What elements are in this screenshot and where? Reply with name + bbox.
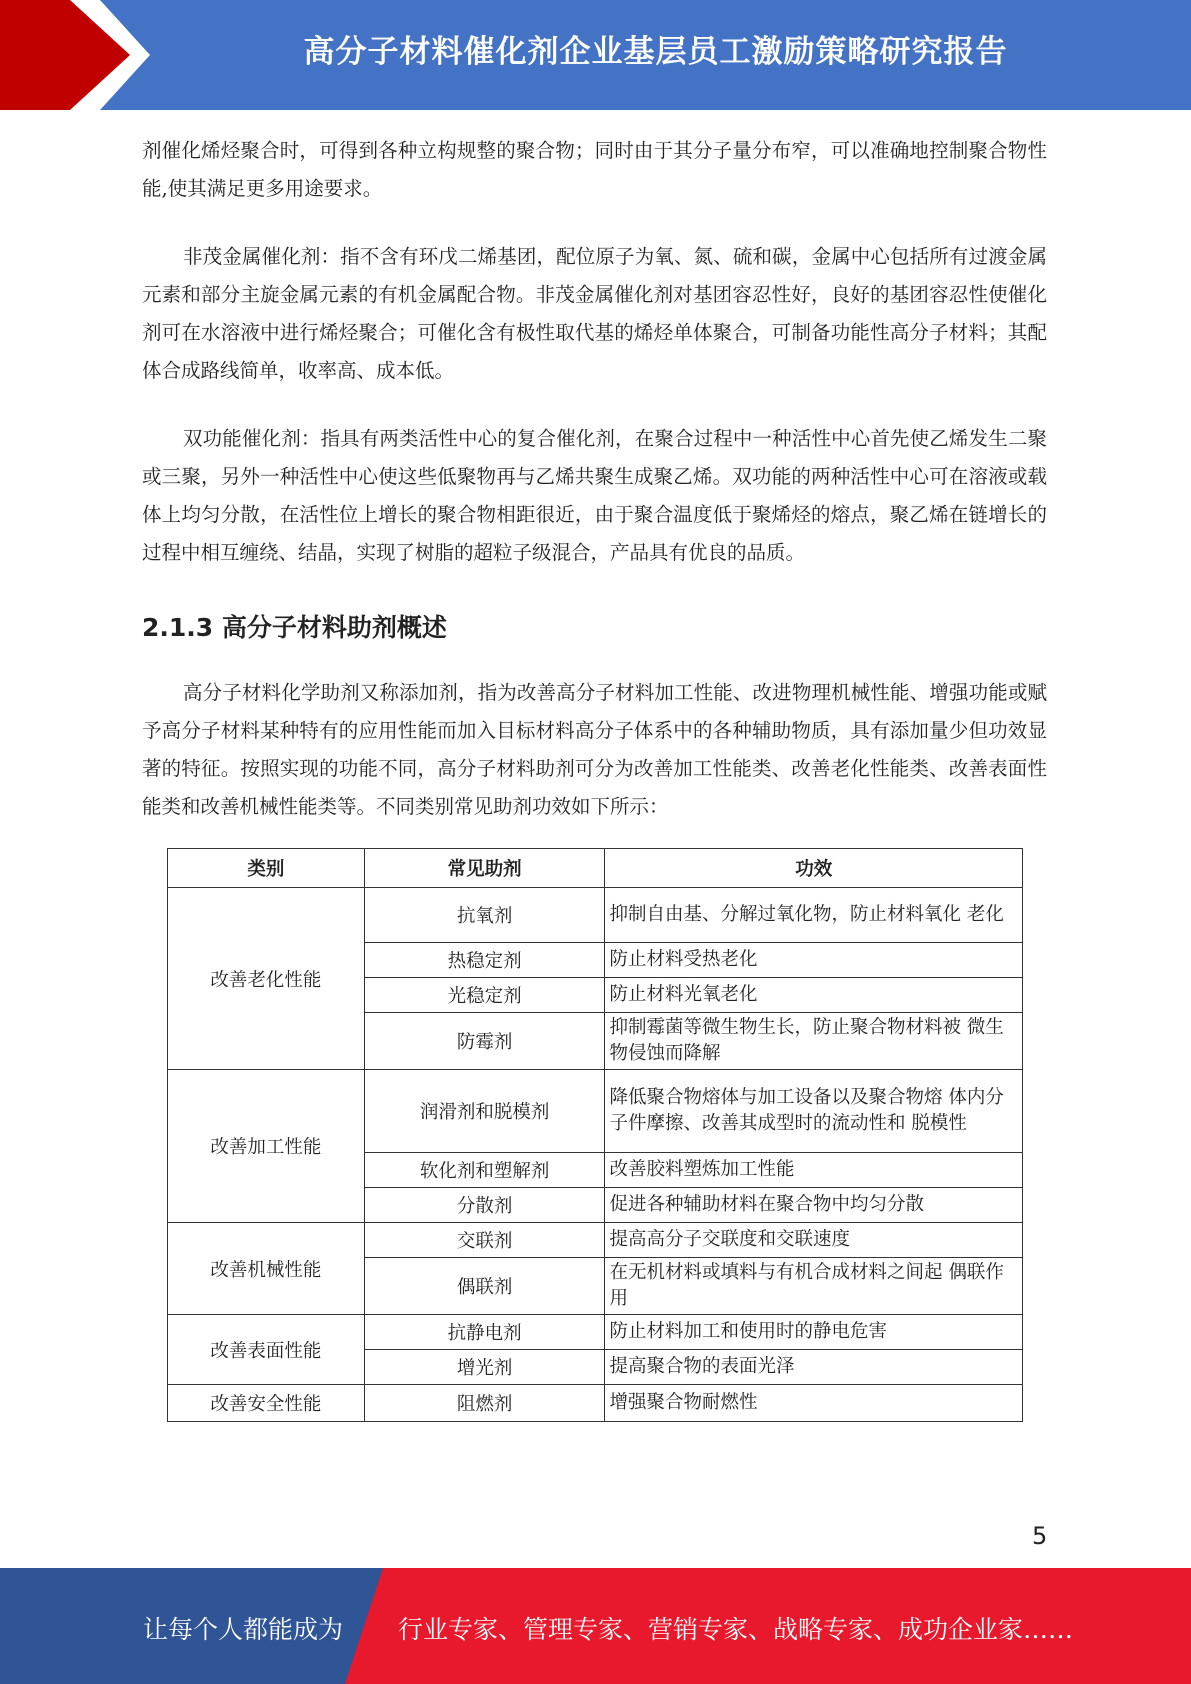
page-content [142,132,1047,1422]
page-number: 5 [1032,1522,1048,1550]
table-row [168,888,1023,943]
effect-cell: 提高聚合物的表面光泽 [605,1350,1023,1385]
table-row [168,1223,1023,1258]
agent-cell: 光稳定剂 [364,978,605,1013]
category-cell: 改善老化性能 [168,888,365,1070]
effect-cell: 抑制霉菌等微生物生长，防止聚合物材料被 微生物侵蚀而降解 [605,1013,1023,1070]
agent-cell: 偶联剂 [364,1258,605,1315]
effect-cell: 防止材料加工和使用时的静电危害 [605,1315,1023,1350]
effect-cell: 防止材料受热老化 [605,943,1023,978]
agent-cell: 热稳定剂 [364,943,605,978]
agent-cell: 润滑剂和脱模剂 [364,1070,605,1153]
table-row [168,1315,1023,1350]
effect-cell: 防止材料光氧老化 [605,978,1023,1013]
agent-cell: 交联剂 [364,1223,605,1258]
effect-cell: 促进各种辅助材料在聚合物中均匀分散 [605,1188,1023,1223]
header-effect: 功效 [605,849,1023,888]
category-cell: 改善加工性能 [168,1070,365,1223]
agent-cell: 软化剂和塑解剂 [364,1153,605,1188]
table-header-row [168,849,1023,888]
effect-cell: 在无机材料或填料与有机合成材料之间起 偶联作用 [605,1258,1023,1315]
report-title: 高分子材料催化剂企业基层员工激励策略研究报告 [303,34,1008,70]
agent-cell: 增光剂 [364,1350,605,1385]
paragraph: 剂催化烯烃聚合时，可得到各种立构规整的聚合物；同时由于其分子量分布窄，可以准确地控制聚合物性能,使其满足更多用途要求。 [142,139,1047,200]
additives-table [167,848,1023,1422]
agent-cell: 防霉剂 [364,1013,605,1070]
effect-cell: 降低聚合物熔体与加工设备以及聚合物熔 体内分子件摩擦、改善其成型时的流动性和 脱模性 [605,1070,1023,1153]
category-cell: 改善机械性能 [168,1223,365,1315]
footer-slogan-left: 让每个人都能成为 [143,1615,344,1644]
page-footer [0,1568,1191,1684]
page-header [0,0,1191,110]
category-cell: 改善表面性能 [168,1315,365,1385]
header-agent: 常见助剂 [364,849,605,888]
paragraph: 非茂金属催化剂：指不含有环戊二烯基团，配位原子为氧、氮、硫和碳，金属中心包括所有过渡金属元素和部分主旋金属元素的有机金属配合物。非茂金属催化剂对基团容忍性好，良好的基团容忍性使催化剂可在水溶液中进行烯烃聚合；可催化含有极性取代基的烯烃单体聚合，可制备功能性高分子材料；其配体合成路线简单，收率高、成本低。 [142,245,1047,382]
paragraph: 高分子材料化学助剂又称添加剂，指为改善高分子材料加工性能、改进物理机械性能、增强功能或赋予高分子材料某种特有的应用性能而加入目标材料高分子体系中的各种辅助物质，具有添加量少但功效显著的特征。按照实现的功能不同，高分子材料助剂可分为改善加工性能类、改善老化性能类、改善表面性能类和改善机械性能类等。不同类别常见助剂功效如下所示： [142,681,1047,818]
effect-cell: 改善胶料塑炼加工性能 [605,1153,1023,1188]
agent-cell: 抗静电剂 [364,1315,605,1350]
agent-cell: 分散剂 [364,1188,605,1223]
paragraph: 双功能催化剂：指具有两类活性中心的复合催化剂，在聚合过程中一种活性中心首先使乙烯发生二聚或三聚，另外一种活性中心使这些低聚物再与乙烯共聚生成聚乙烯。双功能的两种活性中心可在溶液或载体上均匀分散，在活性位上增长的聚合物相距很近，由于聚合温度低于聚烯烃的熔点，聚乙烯在链增长的过程中相互缠绕、结晶，实现了树脂的超粒子级混合，产品具有优良的品质。 [142,427,1047,564]
section-heading: 2.1.3 高分子材料助剂概述 [142,613,447,642]
category-cell: 改善安全性能 [168,1385,365,1422]
footer-slogan-right: 行业专家、管理专家、营销专家、战略专家、成功企业家…… [398,1615,1074,1644]
header-category: 类别 [168,849,365,888]
table-row [168,1070,1023,1153]
agent-cell: 抗氧剂 [364,888,605,943]
effect-cell: 增强聚合物耐燃性 [605,1385,1023,1422]
agent-cell: 阻燃剂 [364,1385,605,1422]
table-row [168,1385,1023,1422]
effect-cell: 抑制自由基、分解过氧化物，防止材料氧化 老化 [605,888,1023,943]
effect-cell: 提高高分子交联度和交联速度 [605,1223,1023,1258]
